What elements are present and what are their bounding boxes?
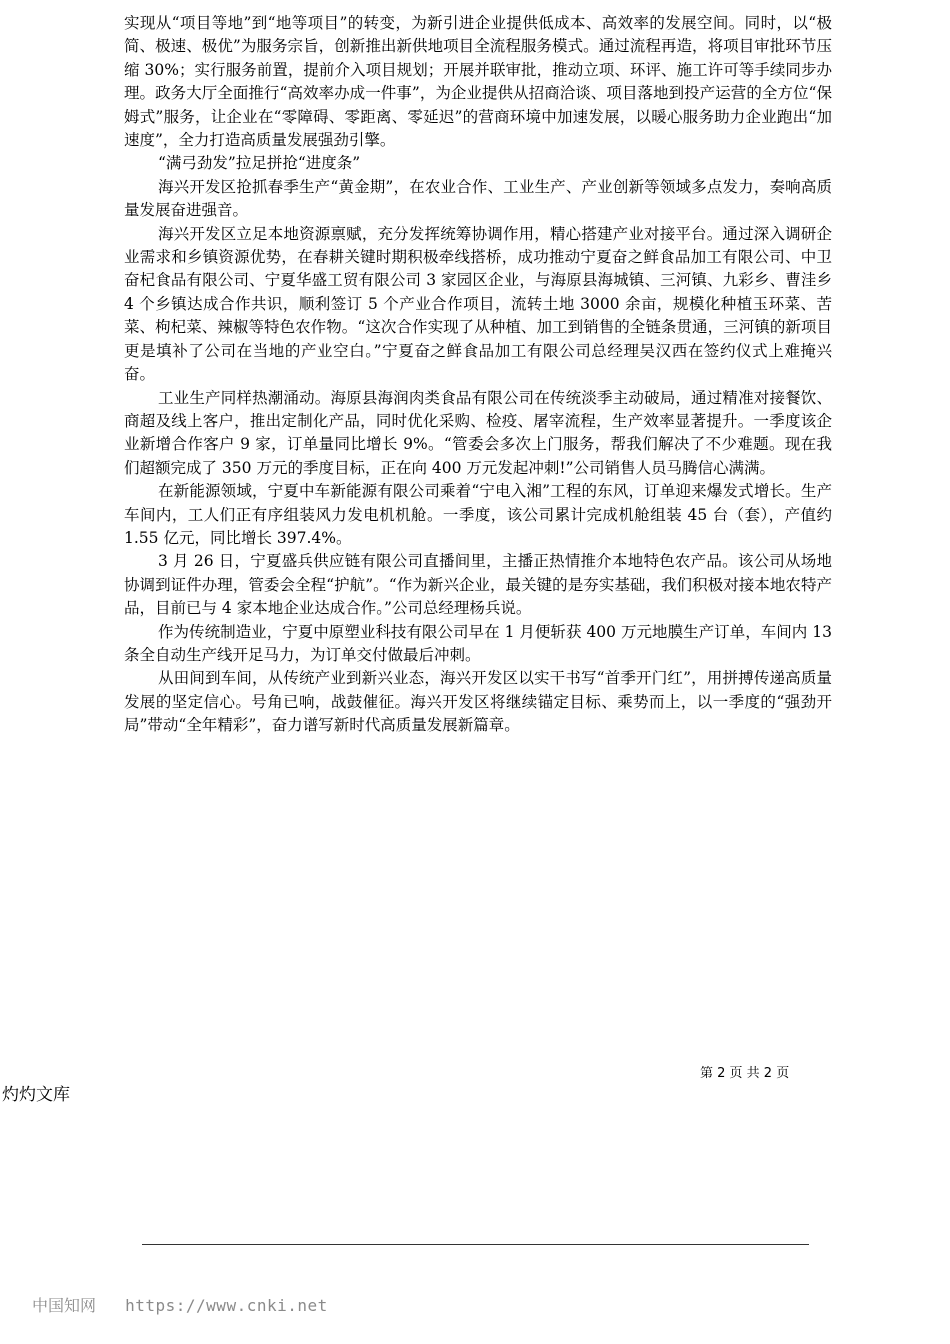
paragraph: 3 月 26 日，宁夏盛兵供应链有限公司直播间里，主播正热情推介本地特色农产品。该公司从场地协调到证件办理，管委会全程“护航”。“作为新兴企业，最关键的是夯实基础，我们积极对接本地农特产品，目前已与 4 家本地企业达成合作。”公司总经理杨兵说。	[124, 552, 832, 618]
paragraph: 作为传统制造业，宁夏中原塑业科技有限公司早在 1 月便斩获 400 万元地膜生产订单，车间内 13 条全自动生产线开足马力，为订单交付做最后冲刺。	[124, 622, 832, 664]
page-number: 第 2 页 共 2 页	[700, 1066, 790, 1081]
library-watermark: 灼灼文库	[2, 1085, 70, 1105]
paragraph: 海兴开发区立足本地资源禀赋，充分发挥统筹协调作用，精心搭建产业对接平台。通过深入调研企业需求和乡镇资源优势，在春耕关键时期积极牵线搭桥，成功推动宁夏奋之鲜食品加工有限公司、中卫奋杞食品有限公司、宁夏华盛工贸有限公司 3 家园区企业，与海原县海城镇、三河镇、九彩乡、曹洼乡 4 个乡镇达成合作共识，顺利签订 5 个产业合作项目，流转土地 3000 余亩，规模化种植玉环菜、苦菜、枸杞菜、辣椒等特色农作物。“这次合作实现了从种植、加工到销售的全链条贯通，三河镇的新项目更是填补了公司在当地的产业空白。”宁夏奋之鲜食品加工有限公司总经理吴汉西在签约仪式上难掩兴奋。	[124, 224, 832, 384]
section-subheading: “满弓劲发”拉足拼抢“进度条”	[158, 154, 361, 173]
footer	[32, 1293, 328, 1316]
paragraph: 在新能源领域，宁夏中车新能源有限公司乘着“宁电入湘”工程的东风，订单迎来爆发式增长。生产车间内，工人们正有序组装风力发电机机舱。一季度，该公司累计完成机舱组装 45 台（套），产值约 1.55 亿元，同比增长 397.4%。	[124, 482, 832, 547]
article-body	[124, 12, 832, 738]
paragraph: 工业生产同样热潮涌动。海原县海润肉类食品有限公司在传统淡季主动破局，通过精准对接餐饮、商超及线上客户，推出定制化产品，同时优化采购、检疫、屠宰流程，生产效率显著提升。一季度该企业新增合作客户 9 家，订单量同比增长 9%。“管委会多次上门服务，帮我们解决了不少难题。现在我们超额完成了 350 万元的季度目标，正在向 400 万元发起冲刺!”公司销售人员马腾信心满满。	[124, 388, 832, 477]
paragraph: 海兴开发区抢抓春季生产“黄金期”，在农业合作、工业生产、产业创新等领域多点发力，奏响高质量发展奋进强音。	[124, 177, 832, 220]
footer-site-name: 中国知网	[32, 1296, 97, 1315]
paragraph: 从田间到车间，从传统产业到新兴业态，海兴开发区以实干书写“首季开门红”，用拼搏传递高质量发展的坚定信心。号角已响，战鼓催征。海兴开发区将继续锚定目标、乘势而上，以一季度的“强劲开局”带动“全年精彩”，奋力谱写新时代高质量发展新篇章。	[124, 669, 832, 735]
footer-url-link[interactable]: https://www.cnki.net	[125, 1296, 328, 1315]
paragraph: 实现从“项目等地”到“地等项目”的转变，为新引进企业提供低成本、高效率的发展空间。同时，以“极简、极速、极优”为服务宗旨，创新推出新供地项目全流程服务模式。通过流程再造，将项目审批环节压缩 30%；实行服务前置，提前介入项目规划；开展并联审批，推动立项、环评、施工许可等手续同步办理。政务大厅全面推行“高效率办成一件事”，为企业提供从招商洽谈、项目落地到投产运营的全方位“保姆式”服务，让企业在“零障碍、零距离、零延迟”的营商环境中加速发展，以暖心服务助力企业跑出“加速度”，全力打造高质量发展强劲引擎。	[124, 14, 832, 150]
footer-divider	[142, 1244, 809, 1245]
